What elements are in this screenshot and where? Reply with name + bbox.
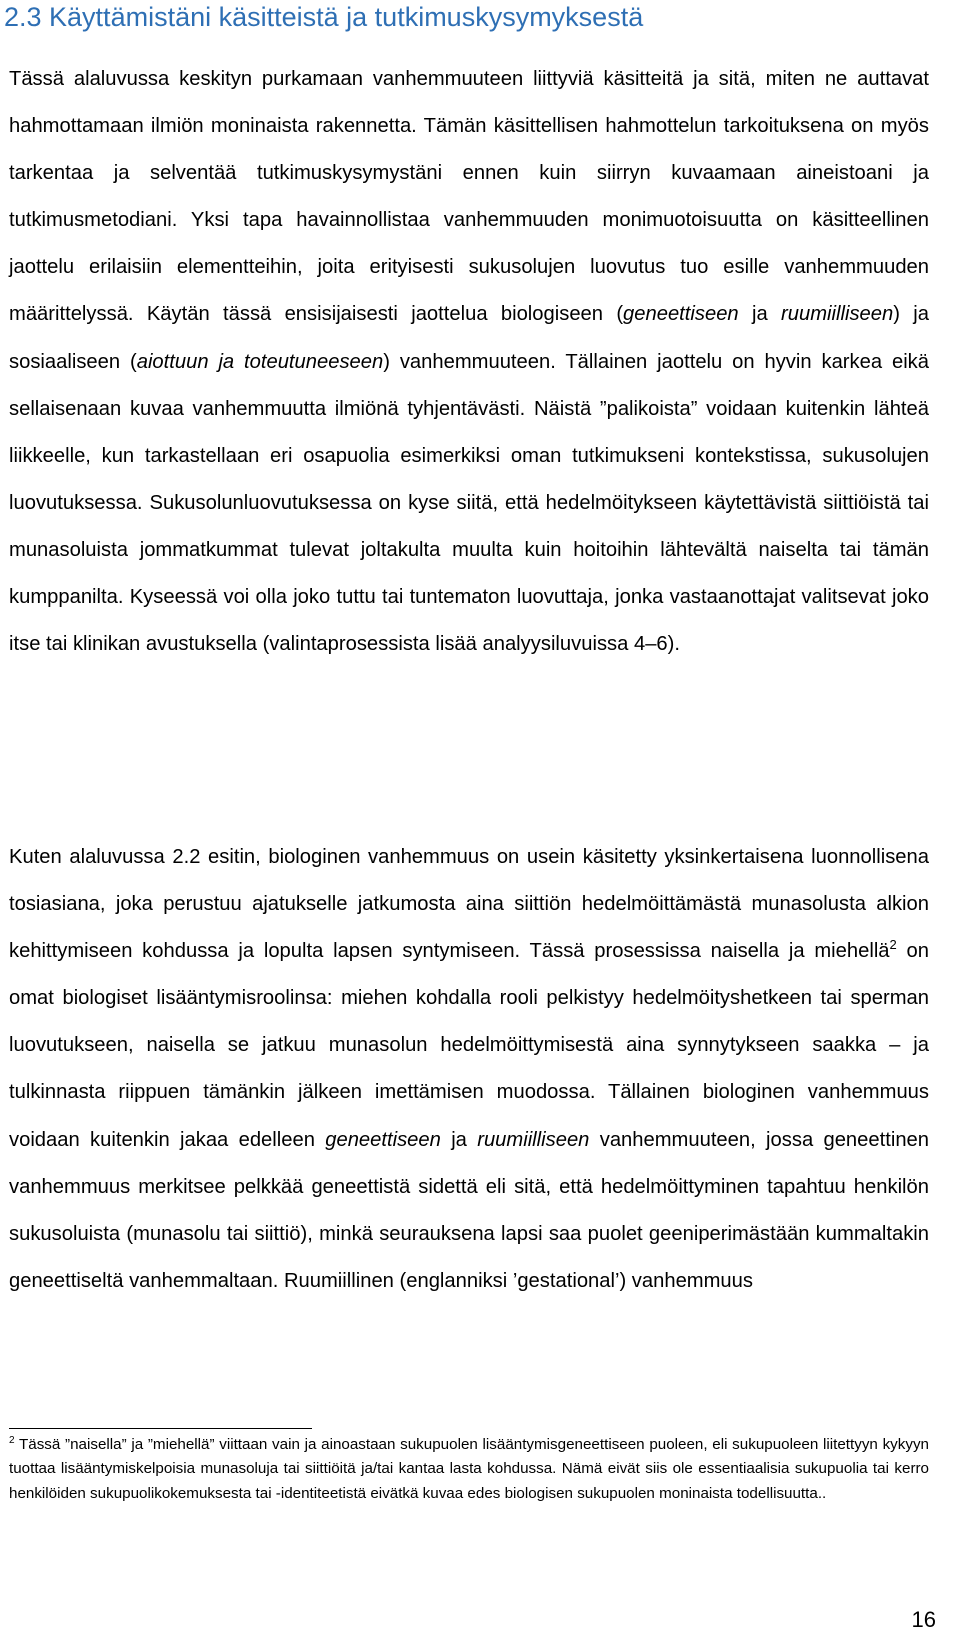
italic-term: geneettiseen (623, 303, 739, 326)
body-paragraph-2 (9, 834, 929, 1305)
paragraph-text: ) ja sosiaaliseen ( (9, 303, 929, 373)
footnote-number: 2 (9, 1435, 15, 1446)
section-heading: 2.3 Käyttämistäni käsitteistä ja tutkimuskysymyksestä (4, 2, 644, 32)
footnote-reference[interactable]: 2 (889, 937, 897, 953)
italic-term: aiottuun ja toteutuneeseen (136, 350, 384, 373)
italic-term: ruumiilliseen (781, 303, 894, 326)
paragraph-text: Tässä alaluvussa keskityn purkamaan vanhemmuuteen liittyviä käsitteitä ja sitä, miten ne auttavat hahmottamaan ilmiön moninaista rakennetta. Tämän käsittellisen hahmottelun tarkoituksena on myös tarkentaa ja selventää tutkimuskysymystäni ennen kuin siirryn kuvaamaan aineistoani ja tutkimusmetodiani. Yksi tapa havainnollistaa vanhemmuuden monimuotoisuutta on käsitteellinen jaottelu erilaisiin elementteihin, joita erityisesti sukusolujen luovutus tuo esille vanhemmuuden määrittelyssä. Käytän tässä ensisijaisesti jaottelua biologiseen ( (9, 68, 929, 326)
footnote-text: Tässä ”naisella” ja ”miehellä” viittaan vain ja ainoastaan sukupuolen lisääntymisgeneettiseen puoleen, eli sukupuoleen liitettyyn kykyyn tuottaa lisääntymiskelpoisia munasoluja tai siittiöitä ja/tai kantaa lasta kohdussa. Nämä eivät siis ole essentiaalisia sukupuolia tai kerro henkilöiden sukupuolikokemuksesta tai -identiteetistä eivätkä kuvaa edes biologisen sukupuolen moninaista todellisuutta.. (9, 1436, 929, 1502)
paragraph-text: on omat biologiset lisääntymisroolinsa: miehen kohdalla rooli pelkistyy hedelmöityshetkeen tai sperman luovutukseen, naisella se jatkuu munasolun hedelmöittymisestä aina synnytykseen saakka – ja tulkinnasta riippuen tämänkin jälkeen imettämisen muodossa. Tällainen biologinen vanhemmuus voidaan kuitenkin jakaa edelleen (9, 940, 929, 1151)
page-number: 16 (911, 1607, 936, 1632)
italic-term: ruumiilliseen (477, 1128, 590, 1151)
footnote-separator (9, 1428, 312, 1429)
italic-term: geneettiseen (325, 1128, 441, 1151)
paragraph-text: Kuten alaluvussa 2.2 esitin, biologinen vanhemmuus on usein käsitetty yksinkertaisena luonnollisena tosiasiana, joka perustuu ajatukselle jatkumosta aina siittiön hedelmöittämästä munasolusta alkion kehittymiseen kohdussa ja lopulta lapsen syntymiseen. Tässä prosessissa naisella ja miehellä (9, 846, 929, 963)
paragraph-text: ja (738, 303, 782, 326)
paragraph-text: ja (440, 1128, 478, 1151)
paragraph-text: ) vanhemmuuteen. Tällainen jaottelu on hyvin karkea eikä sellaisenaan kuvaa vanhemmuutta ilmiönä tyhjentävästi. Näistä ”palikoista” voidaan kuitenkin lähteä liikkeelle, kun tarkastellaan eri osapuolia esimerkiksi oman tutkimukseni kontekstissa, sukusolujen luovutuksessa. Sukusolunluovutuksessa on kyse siitä, että hedelmöitykseen käytettävistä siittiöistä tai munasoluista jommatkummat tulevat joltakulta muulta kuin hoitoihin lähtevältä naiselta tai tämän kumppanilta. Kyseessä voi olla joko tuttu tai tuntematon luovuttaja, jonka vastaanottajat valitsevat joko itse tai klinikan avustuksella (valintaprosessista lisää analyysiluvuissa 4–6). (9, 350, 929, 656)
footnote (9, 1433, 929, 1506)
body-paragraph-1 (9, 56, 929, 668)
paragraph-text: vanhemmuuteen, jossa geneettinen vanhemmuus merkitsee pelkkää geneettistä sidettä eli sitä, että hedelmöittyminen tapahtuu henkilön sukusoluista (munasolu tai siittiö), minkä seurauksena lapsi saa puolet geeniperimästään kummaltakin geneettiseltä vanhemmaltaan. Ruumiillinen (englanniksi ’gestational’) vanhemmuus (9, 1128, 930, 1292)
